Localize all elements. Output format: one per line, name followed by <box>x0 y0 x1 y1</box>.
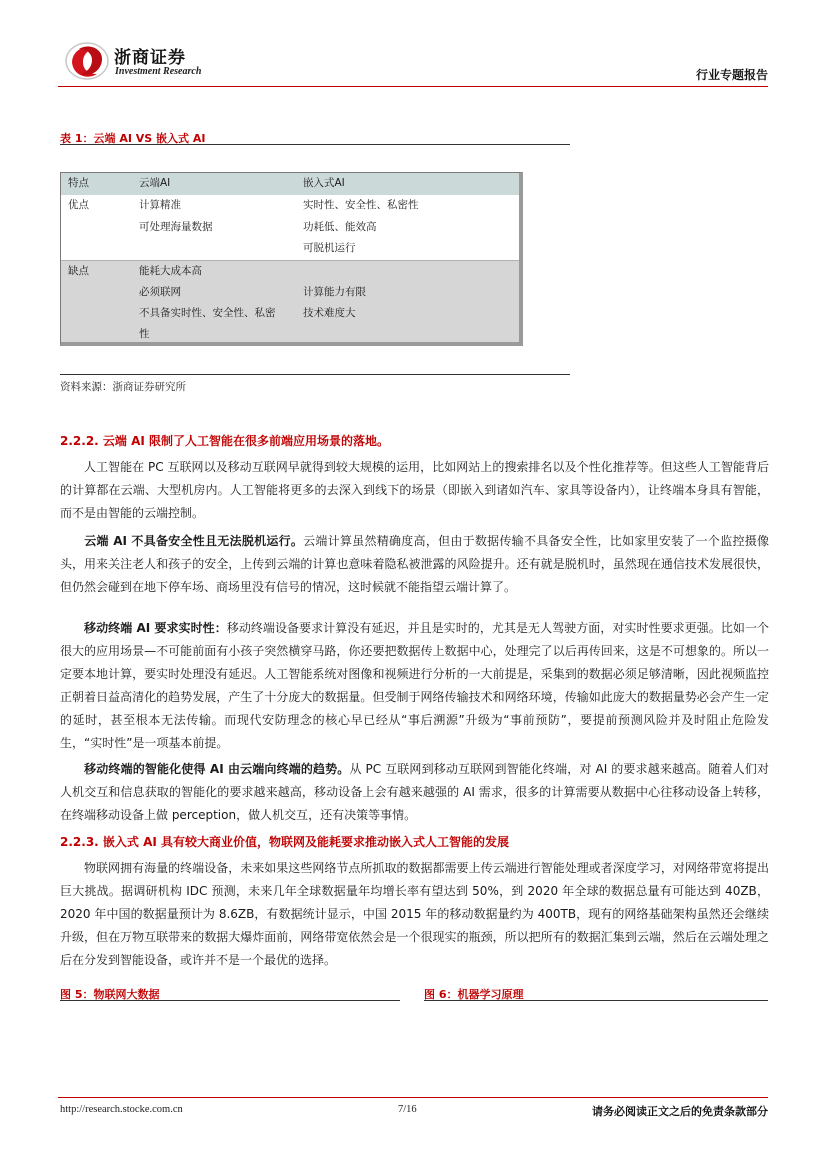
logo-company-en: Investment Research <box>115 66 202 77</box>
paragraph-1 <box>60 456 769 525</box>
logo-company-cn: 浙商证券 <box>114 48 186 68</box>
cloud-disadvantage-item: 性 <box>139 328 150 340</box>
table-row-advantages <box>61 195 519 260</box>
section-heading-2-2-3: 2.2.3. 嵌入式 AI 具有较大商业价值，物联网及能耗要求推动嵌入式人工智能的发展 <box>60 835 510 849</box>
logo-mark-icon <box>64 40 110 82</box>
paragraph-2 <box>60 530 769 599</box>
page-number: 7/16 <box>398 1104 417 1115</box>
paragraph-text: 云端计算虽然精确度高，但由于数据传输不具备安全性，比如家里安装了一个监控摄像头，用来关注老人和孩子的安全，上传到云端的计算也意味着隐私被泄露的风险提升。还有就是脱机时，虽然现在通信技术发展很快，但仍然会碰到在地下停车场、商场里没有信号的情况，这时候就不能指望云端计算了。 <box>60 534 769 594</box>
section-heading-2-2-2: 2.2.2. 云端 AI 限制了人工智能在很多前端应用场景的落地。 <box>60 434 390 448</box>
paragraph-lead: 移动终端的智能化使得 AI 由云端向终端的趋势。 <box>84 762 350 776</box>
table-title: 表 1：云端 AI VS 嵌入式 AI <box>60 132 206 145</box>
cloud-disadvantage-item: 能耗大成本高 <box>139 265 202 277</box>
embedded-advantage-item: 实时性、安全性、私密性 <box>303 199 419 211</box>
paragraph-text: 人工智能在 PC 互联网以及移动互联网早就得到较大规模的运用，比如网站上的搜索排名以及个性化推荐等。但这些人工智能背后的计算都在云端、大型机房内。人工智能将更多的去深入到线下的场景（即嵌入到诸如汽车、家具等设备内），让终端本身具有智能，而不是由智能的云端控制。 <box>60 460 769 520</box>
figure-5-caption: 图 5：物联网大数据 <box>60 988 160 1001</box>
paragraph-5 <box>60 857 769 972</box>
paragraph-text: 从 PC 互联网到移动互联网到智能化终端，对 AI 的要求越来越高。随着人们对人机交互和信息获取的智能化的要求越来越高，移动设备上会有越来越强的 AI 需求，很多的计算需要从数据中心往移动设备上转移，在终端移动设备上做 perception，做人机交互，还有决策等事情。 <box>60 762 770 822</box>
figure-5-rule <box>60 1000 400 1001</box>
comparison-table <box>60 172 523 346</box>
header-divider <box>58 86 768 87</box>
paragraph-4 <box>60 758 769 827</box>
embedded-advantage-item: 可脱机运行 <box>303 242 356 254</box>
header-cloud-ai: 云端AI <box>139 177 171 189</box>
paragraph-lead: 移动终端 AI 要求实时性： <box>84 621 227 635</box>
footer-website-link[interactable]: http://research.stocke.com.cn <box>60 1104 183 1115</box>
cloud-disadvantage-item: 不具备实时性、安全性、私密 <box>139 307 276 319</box>
table-source-rule <box>60 374 570 375</box>
footer-disclaimer: 请务必阅读正文之后的免责条款部分 <box>592 1105 768 1118</box>
cloud-advantage-item: 计算精准 <box>139 199 181 211</box>
figure-6-caption: 图 6：机器学习原理 <box>424 988 524 1001</box>
header-embedded-ai: 嵌入式AI <box>303 177 345 189</box>
cloud-disadvantage-item: 必须联网 <box>139 286 181 298</box>
header-feature: 特点 <box>68 177 89 189</box>
table-header-row <box>61 173 519 196</box>
figure-6-rule <box>424 1000 768 1001</box>
row-label-advantages: 优点 <box>68 199 89 211</box>
company-logo <box>64 40 214 84</box>
embedded-disadvantage-item: 技术难度大 <box>303 307 356 319</box>
paragraph-text: 移动终端设备要求计算没有延迟，并且是实时的，尤其是无人驾驶方面，对实时性要求更强。比如一个很大的应用场景—不可能前面有小孩子突然横穿马路，你还要把数据传上数据中心，处理完了以后再传回来，这是不可想象的。所以一定要本地计算，要实时处理没有延迟。人工智能系统对图像和视频进行分析的一大前提是，采集到的数据必须足够清晰，因此视频监控正朝着日益高清化的趋势发展，产生了十分庞大的数据量。但受制于网络传输技术和网络环境，传输如此庞大的数据量势必会产生一定的延时，甚至根本无法传输。而现代安防理念的核心早已经从“事后溯源”升级为“事前预防”，要提前预测风险并及时阻止危险发生，“实时性”是一项基本前提。 <box>60 621 769 750</box>
embedded-advantage-item: 功耗低、能效高 <box>303 220 377 233</box>
embedded-disadvantage-item: 计算能力有限 <box>303 286 366 298</box>
footer-divider <box>58 1097 768 1098</box>
paragraph-3 <box>60 617 769 755</box>
cloud-advantage-item: 可处理海量数据 <box>139 220 213 233</box>
table-row-disadvantages <box>61 260 519 344</box>
paragraph-lead: 云端 AI 不具备安全性且无法脱机运行。 <box>84 534 304 548</box>
table-title-rule <box>60 144 570 145</box>
paragraph-text: 物联网拥有海量的终端设备，未来如果这些网络节点所抓取的数据都需要上传云端进行智能处理或者深度学习，对网络带宽将提出巨大挑战。据调研机构 IDC 预测，未来几年全球数据量年均增长率有望达到 50%，到 2020 年全球的数据总量有可能达到 40ZB，2020 年中国的数据量预计为 8.6ZB，有数据统计显示，中国 2015 年的移动数据量约为 400TB，现有的网络基础架构虽然还会继续升级，但在万物互联带来的数据大爆炸面前，网络带宽依然会是一个很现实的瓶颈，所以把所有的数据汇集到云端，然后在云端处理之后在分发到智能设备，或许并不是一个最优的选择。 <box>60 861 769 967</box>
row-label-disadvantages: 缺点 <box>68 265 89 277</box>
report-type: 行业专题报告 <box>695 68 768 82</box>
table-source: 资料来源：浙商证券研究所 <box>60 381 186 393</box>
